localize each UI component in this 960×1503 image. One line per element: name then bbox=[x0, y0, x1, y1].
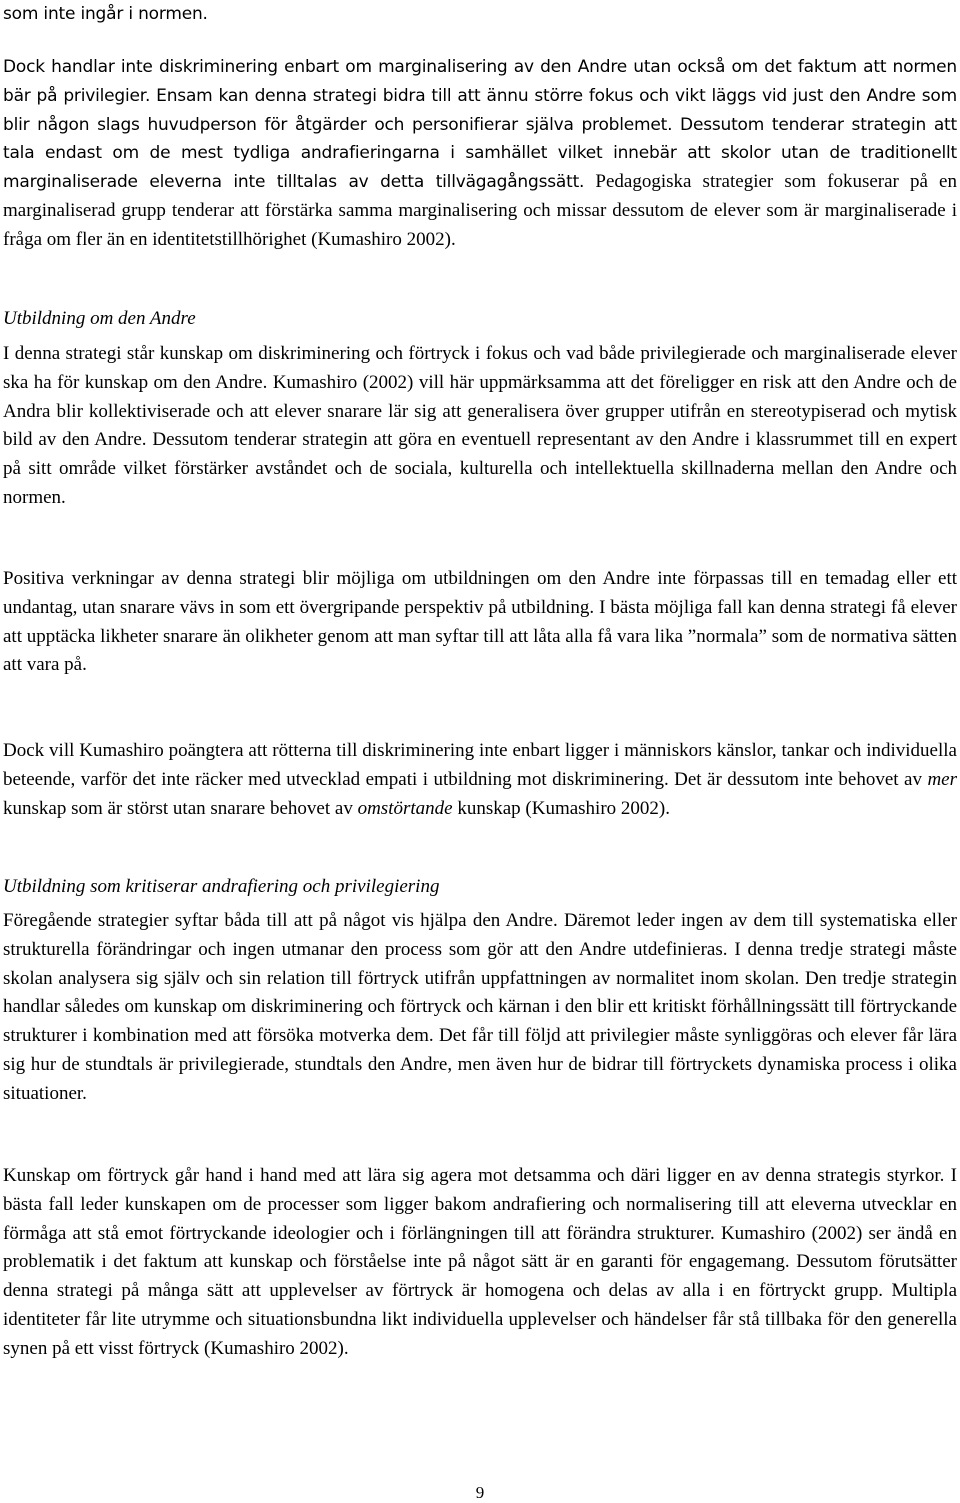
paragraph-third-strategy: Föregående strategier syftar båda till att på något vis hjälpa den Andre. Däremot leder ingen av dem till systematiska eller strukturella förändringar och ingen utmanar den process som gör att den Andre utdefinieras. I denna tredje strategi måste skolan analysera sig själv och sin relation till förtryck utifrån uppfattningen av normalitet inom skolan. Den tredje strategin handlar således om kunskap om diskriminering och förtryck och kärnan i den blir ett kritiskt förhållningssätt till förtryckande strukturer i kombination med att försöka motverka dem. Det får till följd att privilegier måste synliggöras och elever får lära sig hur de stundtals är privilegierade, stundtals den Andre, men även hur de bidrar till förtryckets dynamiska process i olika situationer. bbox=[3, 910, 957, 1104]
emphasis-mer: mer bbox=[927, 768, 957, 790]
section-heading-critical-education: Utbildning som kritiserar andrafiering och privilegiering bbox=[3, 876, 440, 897]
paragraph-privileges-sans-text: Dock handlar inte diskriminering enbart om marginalisering av den Andre utan också om det faktum att normen bär på privilegier. Ensam kan denna strategi bidra till att ännu större fokus och vikt läggs vid just den Andre som blir någon slags huvudperson för åtgärder och personifierar själva problemet. Dessutom tenderar strategin att tala endast om de mest tydliga andrafieringarna i samhället vilket innebär att skolor utan de traditionellt marginaliserade eleverna inte tilltalas av detta tillvägagångssätt. bbox=[3, 57, 957, 193]
paragraph-knowledge-oppression: Kunskap om förtryck går hand i hand med att lära sig agera mot detsamma och däri ligger en av denna strategis styrkor. I bästa fall leder kunskapen om de processer som ligger bakom andrafiering och normalisering till att eleverna utvecklar en förmåga att stå emot förtryckande ideologier och i förlängningen till att förändra strukturer. Kumashiro (2002) ser ändå en problematik i det faktum att kunskap och förståelse inte på något sätt är en garanti för engagemang. Dessutom förutsätter denna strategi på många sätt att upplevelser av förtryck är homogena och delas av alla i en förtryckt grupp. Multipla identiteter får lite utrymme och situationsbundna likt individuella upplevelser och händelser får stå tillbaka för den generella synen på ett visst förtryck (Kumashiro 2002). bbox=[3, 1165, 957, 1359]
paragraph-privileges-serif-text: Pedagogiska strategier som fokuserar på en marginaliserad grupp tenderar att förstärka samma marginalisering och missar dessutom de elever som är marginaliserade i fråga om fler än en identitetstillhörighet (Kumashiro 2002). bbox=[3, 171, 957, 250]
paragraph-kumashiro-text-b: kunskap som är störst utan snarare behovet av bbox=[3, 797, 358, 819]
paragraph-kumashiro-roots bbox=[3, 737, 957, 823]
section-heading-education-about-other: Utbildning om den Andre bbox=[3, 308, 196, 329]
page-number: 9 bbox=[475, 1483, 485, 1502]
emphasis-omstortande: omstörtande bbox=[357, 797, 453, 819]
paragraph-fragment-top: som inte ingår i normen. bbox=[3, 4, 208, 24]
paragraph-kumashiro-text-a: Dock vill Kumashiro poängtera att rötterna till diskriminering inte enbart ligger i människors känslor, tankar och individuella beteende, varför det inte räcker med utvecklad empati i utbildning mot diskriminering. Det är dessutom inte behovet av bbox=[3, 740, 957, 790]
paragraph-positive-effects: Positiva verkningar av denna strategi blir möjliga om utbildningen om den Andre inte förpassas till en temadag eller ett undantag, utan snarare vävs in som ett övergripande perspektiv på utbildning. I bästa möjliga fall kan denna strategi få elever att upptäcka likheter snarare än olikheter genom att man syftar till att låta alla få vara lika ”normala” som de normativa sätten att vara på. bbox=[3, 568, 957, 676]
paragraph-privileges bbox=[3, 53, 957, 255]
paragraph-strategy-knowledge: I denna strategi står kunskap om diskriminering och förtryck i fokus och vad både privilegierade och marginaliserade elever ska ha för kunskap om den Andre. Kumashiro (2002) vill här uppmärksamma att det föreligger en risk att den Andre och de Andra blir kollektiviserade och att elever snarare lär sig att generalisera över grupper utifrån en stereotypiserad och mytisk bild av den Andre. Dessutom tenderar strategin att göra en eventuell representant av den Andre i klassrummet till en expert på sitt område vilket förstärker avståndet och de sociala, kulturella och intellektuella skillnaderna mellan den Andre och normen. bbox=[3, 343, 957, 508]
paragraph-kumashiro-text-c: kunskap (Kumashiro 2002). bbox=[452, 797, 670, 819]
